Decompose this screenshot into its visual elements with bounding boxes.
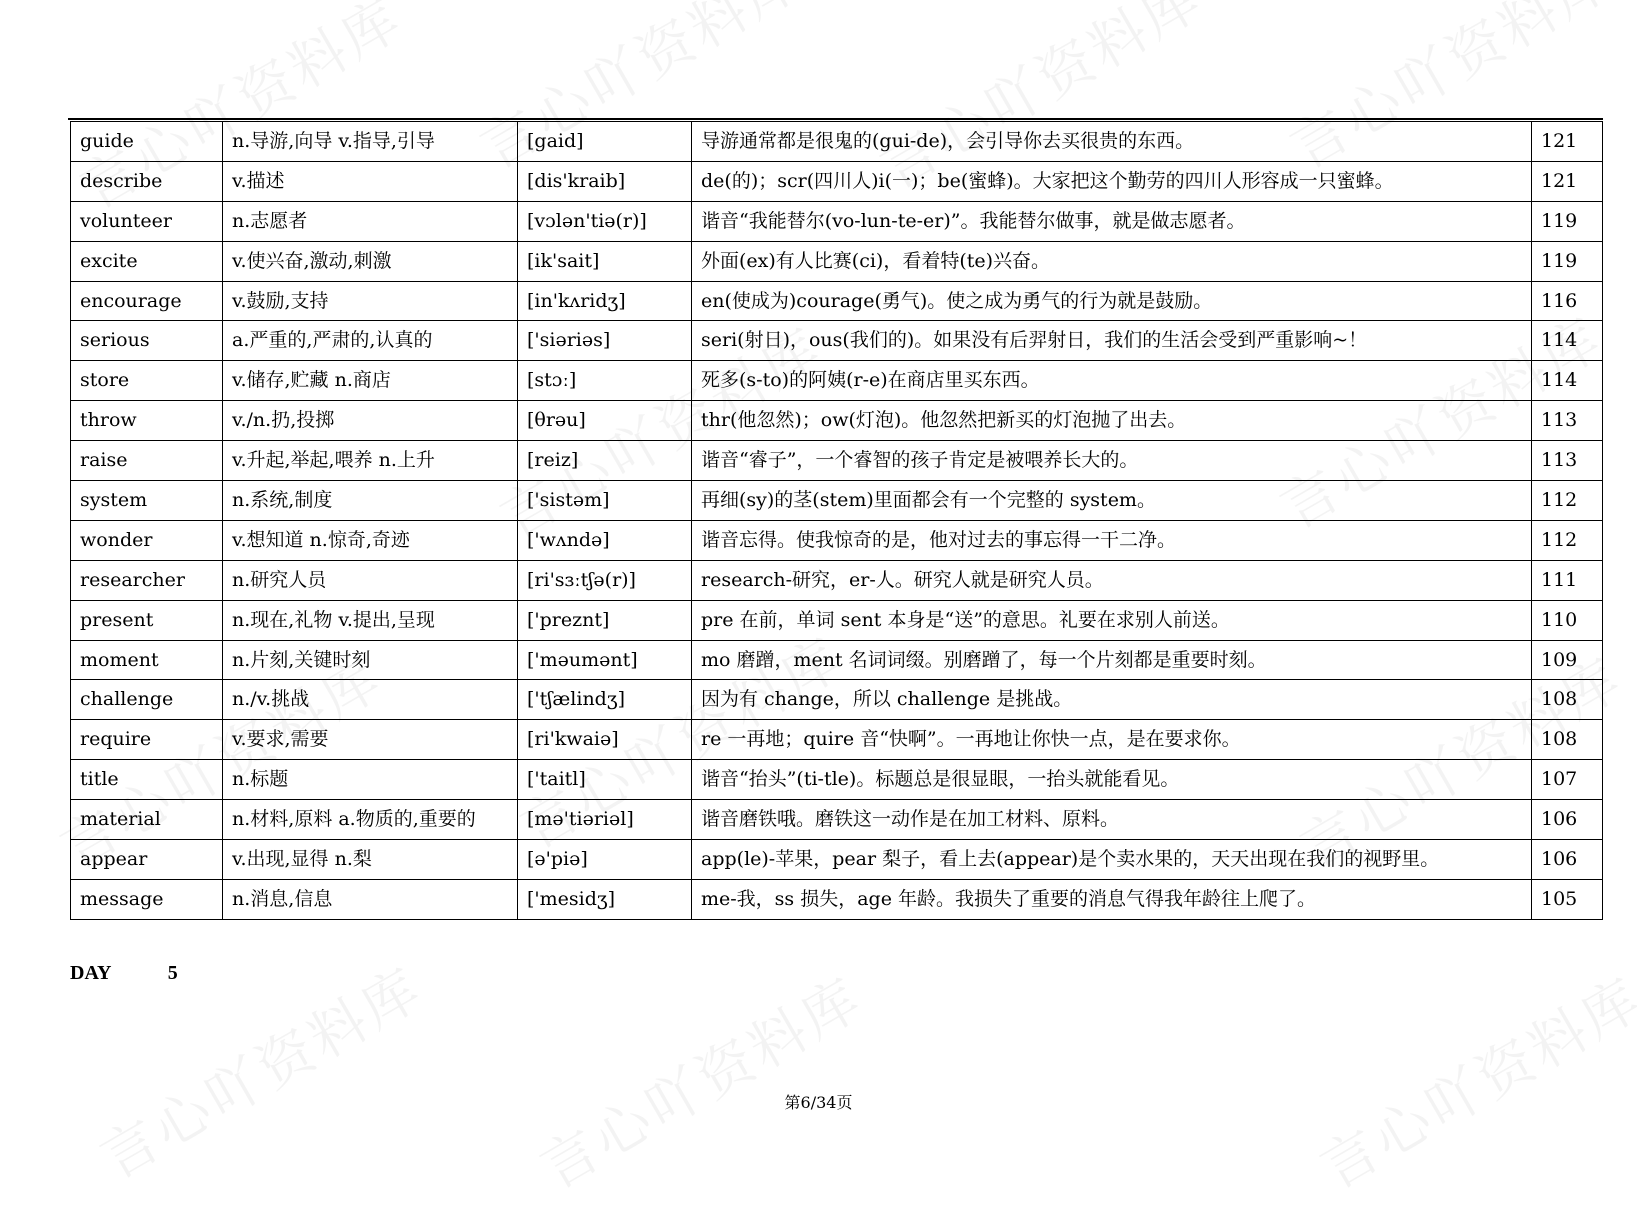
table-row	[71, 720, 1603, 760]
phonetic-cell: ['taitl]	[518, 760, 692, 800]
table-row	[71, 800, 1603, 840]
word-cell: encourage	[71, 281, 223, 321]
page-number: 第6/34页	[784, 1093, 853, 1112]
frequency-cell: 113	[1532, 441, 1603, 481]
phonetic-cell: ['preznt]	[518, 600, 692, 640]
frequency-cell: 105	[1532, 879, 1603, 919]
word-cell: present	[71, 600, 223, 640]
phonetic-cell: [ik'sait]	[518, 241, 692, 281]
frequency-cell: 106	[1532, 840, 1603, 880]
phonetic-cell: [mə'tiəriəl]	[518, 800, 692, 840]
mnemonic-cell: mo 磨蹭，ment 名词词缀。别磨蹭了，每一个片刻都是重要时刻。	[692, 640, 1532, 680]
top-rule	[68, 118, 1603, 120]
frequency-cell: 121	[1532, 161, 1603, 201]
mnemonic-cell: seri(射日)，ous(我们的)。如果没有后羿射日，我们的生活会受到严重影响~！	[692, 321, 1532, 361]
frequency-cell: 106	[1532, 800, 1603, 840]
word-cell: challenge	[71, 680, 223, 720]
meaning-cell: v.要求,需要	[223, 720, 518, 760]
frequency-cell: 119	[1532, 201, 1603, 241]
meaning-cell: n.志愿者	[223, 201, 518, 241]
word-cell: message	[71, 879, 223, 919]
phonetic-cell: [in'kʌridʒ]	[518, 281, 692, 321]
meaning-cell: n.研究人员	[223, 560, 518, 600]
mnemonic-cell: 谐音忘得。使我惊奇的是，他对过去的事忘得一干二净。	[692, 520, 1532, 560]
phonetic-cell: [θrəu]	[518, 401, 692, 441]
mnemonic-cell: 因为有 change，所以 challenge 是挑战。	[692, 680, 1532, 720]
table-row	[71, 281, 1603, 321]
frequency-cell: 112	[1532, 520, 1603, 560]
word-cell: volunteer	[71, 201, 223, 241]
day-heading: DAY 5	[70, 962, 178, 984]
frequency-cell: 113	[1532, 401, 1603, 441]
phonetic-cell: ['mesidʒ]	[518, 879, 692, 919]
phonetic-cell: ['siəriəs]	[518, 321, 692, 361]
meaning-cell: v.描述	[223, 161, 518, 201]
meaning-cell: n.现在,礼物 v.提出,呈现	[223, 600, 518, 640]
table-row	[71, 201, 1603, 241]
meaning-cell: n.标题	[223, 760, 518, 800]
table-row	[71, 321, 1603, 361]
meaning-cell: n./v.挑战	[223, 680, 518, 720]
word-cell: system	[71, 481, 223, 521]
table-row	[71, 879, 1603, 919]
meaning-cell: v.出现,显得 n.梨	[223, 840, 518, 880]
word-cell: excite	[71, 241, 223, 281]
frequency-cell: 108	[1532, 680, 1603, 720]
frequency-cell: 114	[1532, 321, 1603, 361]
table-row	[71, 560, 1603, 600]
meaning-cell: v.升起,举起,喂养 n.上升	[223, 441, 518, 481]
frequency-cell: 116	[1532, 281, 1603, 321]
phonetic-cell: [ri'sɜːtʃə(r)]	[518, 560, 692, 600]
table-row	[71, 241, 1603, 281]
meaning-cell: v.储存,贮藏 n.商店	[223, 361, 518, 401]
mnemonic-cell: me-我，ss 损失，age 年龄。我损失了重要的消息气得我年龄往上爬了。	[692, 879, 1532, 919]
word-cell: throw	[71, 401, 223, 441]
table-row	[71, 600, 1603, 640]
frequency-cell: 114	[1532, 361, 1603, 401]
word-cell: store	[71, 361, 223, 401]
table-row	[71, 520, 1603, 560]
frequency-cell: 107	[1532, 760, 1603, 800]
table-row	[71, 361, 1603, 401]
phonetic-cell: [ri'kwaiə]	[518, 720, 692, 760]
vocabulary-table	[70, 121, 1603, 920]
meaning-cell: n.导游,向导 v.指导,引导	[223, 122, 518, 162]
table-row	[71, 680, 1603, 720]
table-row	[71, 122, 1603, 162]
phonetic-cell: ['sistəm]	[518, 481, 692, 521]
meaning-cell: v./n.扔,投掷	[223, 401, 518, 441]
mnemonic-cell: 谐音“睿子”，一个睿智的孩子肯定是被喂养长大的。	[692, 441, 1532, 481]
mnemonic-cell: 死多(s-to)的阿姨(r-e)在商店里买东西。	[692, 361, 1532, 401]
meaning-cell: v.使兴奋,激动,刺激	[223, 241, 518, 281]
phonetic-cell: [gaid]	[518, 122, 692, 162]
table-row	[71, 840, 1603, 880]
mnemonic-cell: de(的)；scr(四川人)i(一)；be(蜜蜂)。大家把这个勤劳的四川人形容成一只蜜蜂。	[692, 161, 1532, 201]
frequency-cell: 110	[1532, 600, 1603, 640]
vocabulary-table-body	[71, 122, 1603, 920]
mnemonic-cell: 谐音磨铁哦。磨铁这一动作是在加工材料、原料。	[692, 800, 1532, 840]
frequency-cell: 111	[1532, 560, 1603, 600]
meaning-cell: v.鼓励,支持	[223, 281, 518, 321]
mnemonic-cell: 外面(ex)有人比赛(ci)，看着特(te)兴奋。	[692, 241, 1532, 281]
frequency-cell: 109	[1532, 640, 1603, 680]
meaning-cell: v.想知道 n.惊奇,奇迹	[223, 520, 518, 560]
watermark-text	[1304, 955, 1637, 1204]
table-row	[71, 640, 1603, 680]
phonetic-cell: [ə'piə]	[518, 840, 692, 880]
meaning-cell: n.系统,制度	[223, 481, 518, 521]
frequency-cell: 121	[1532, 122, 1603, 162]
meaning-cell: n.片刻,关键时刻	[223, 640, 518, 680]
mnemonic-cell: re 一再地；quire 音“快啊”。一再地让你快一点，是在要求你。	[692, 720, 1532, 760]
word-cell: title	[71, 760, 223, 800]
word-cell: material	[71, 800, 223, 840]
word-cell: wonder	[71, 520, 223, 560]
word-cell: describe	[71, 161, 223, 201]
mnemonic-cell: 再细(sy)的茎(stem)里面都会有一个完整的 system。	[692, 481, 1532, 521]
word-cell: raise	[71, 441, 223, 481]
word-cell: guide	[71, 122, 223, 162]
phonetic-cell: [dis'kraib]	[518, 161, 692, 201]
mnemonic-cell: 谐音“我能替尔(vo-lun-te-er)”。我能替尔做事，就是做志愿者。	[692, 201, 1532, 241]
phonetic-cell: ['wʌndə]	[518, 520, 692, 560]
word-cell: researcher	[71, 560, 223, 600]
frequency-cell: 112	[1532, 481, 1603, 521]
word-cell: appear	[71, 840, 223, 880]
mnemonic-cell: 导游通常都是很鬼的(gui-de)，会引导你去买很贵的东西。	[692, 122, 1532, 162]
phonetic-cell: [reiz]	[518, 441, 692, 481]
table-row	[71, 441, 1603, 481]
table-row	[71, 401, 1603, 441]
mnemonic-cell: 谐音“抬头”(ti-tle)。标题总是很显眼，一抬头就能看见。	[692, 760, 1532, 800]
phonetic-cell: ['tʃælindʒ]	[518, 680, 692, 720]
mnemonic-cell: thr(他忽然)；ow(灯泡)。他忽然把新买的灯泡抛了出去。	[692, 401, 1532, 441]
meaning-cell: n.消息,信息	[223, 879, 518, 919]
table-row	[71, 161, 1603, 201]
meaning-cell: n.材料,原料 a.物质的,重要的	[223, 800, 518, 840]
phonetic-cell: [vɔlən'tiə(r)]	[518, 201, 692, 241]
table-row	[71, 760, 1603, 800]
watermark-text	[524, 955, 876, 1204]
frequency-cell: 108	[1532, 720, 1603, 760]
mnemonic-cell: pre 在前，单词 sent 本身是“送”的意思。礼要在求别人前送。	[692, 600, 1532, 640]
mnemonic-cell: app(le)-苹果，pear 梨子，看上去(appear)是个卖水果的，天天出现在我们的视野里。	[692, 840, 1532, 880]
page-footer	[0, 1090, 1637, 1113]
mnemonic-cell: en(使成为)courage(勇气)。使之成为勇气的行为就是鼓励。	[692, 281, 1532, 321]
meaning-cell: a.严重的,严肃的,认真的	[223, 321, 518, 361]
word-cell: serious	[71, 321, 223, 361]
table-row	[71, 481, 1603, 521]
frequency-cell: 119	[1532, 241, 1603, 281]
phonetic-cell: ['məumənt]	[518, 640, 692, 680]
mnemonic-cell: research-研究，er-人。研究人就是研究人员。	[692, 560, 1532, 600]
word-cell: moment	[71, 640, 223, 680]
phonetic-cell: [stɔː]	[518, 361, 692, 401]
word-cell: require	[71, 720, 223, 760]
